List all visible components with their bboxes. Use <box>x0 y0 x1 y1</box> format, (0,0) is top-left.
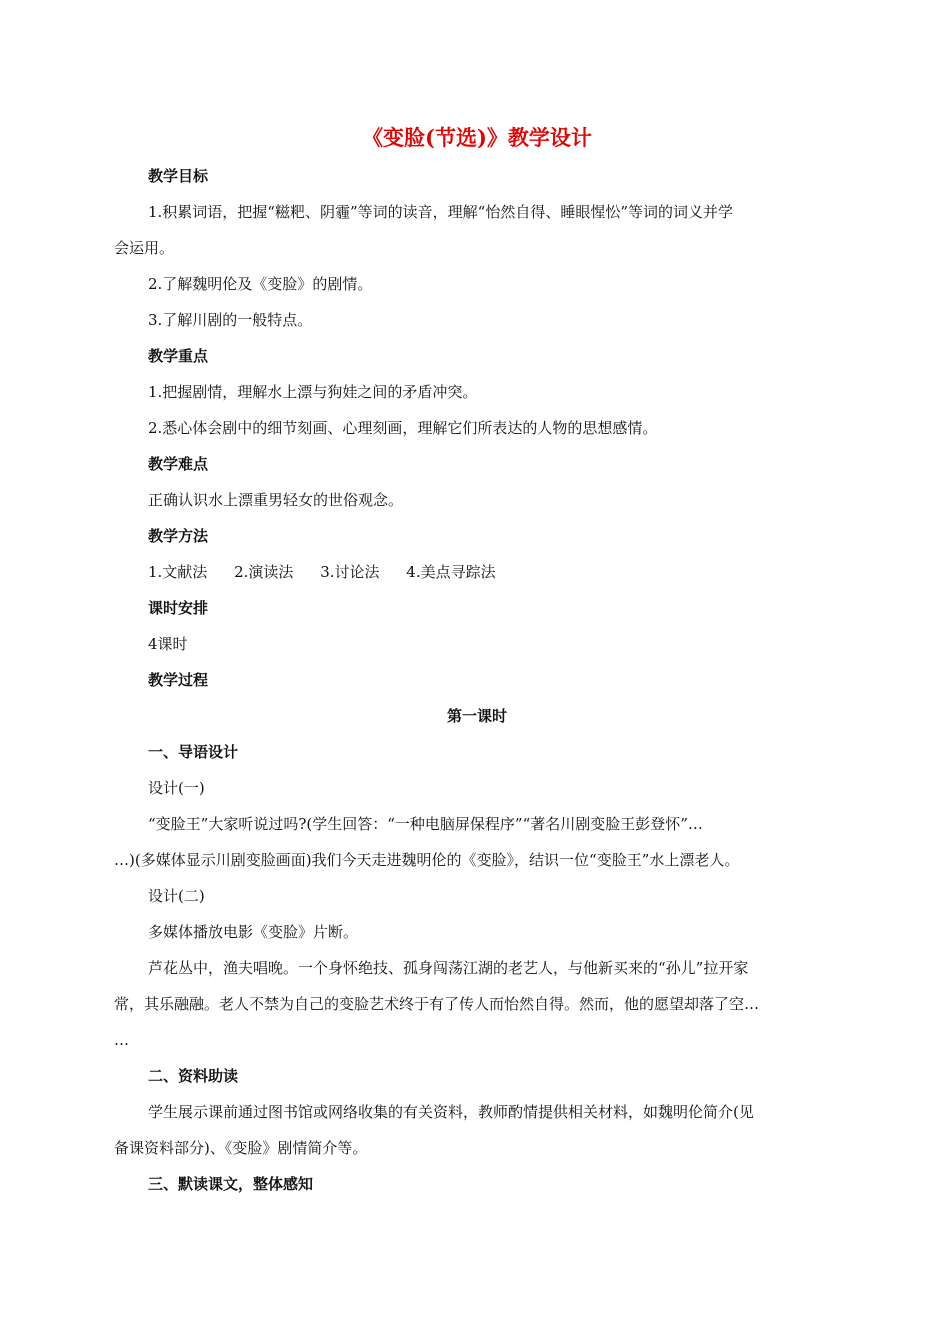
method-item: 1.文献法 <box>148 563 208 581</box>
section2-text-cont: 备课资料部分)、《变脸》剧情简介等。 <box>114 1139 368 1157</box>
difficulty-text: 正确认识水上漂重男轻女的世俗观念。 <box>148 491 404 509</box>
intro-paragraph-cont: 常，其乐融融。老人不禁为自己的变脸艺术终于有了传人而怡然自得。然而，他的愿望却落了空… <box>114 995 760 1013</box>
goal-item-3: 3.了解川剧的一般特点。 <box>148 311 313 329</box>
focus-item-1: 1.把握剧情，理解水上漂与狗娃之间的矛盾冲突。 <box>148 383 478 401</box>
goal-item-2: 2.了解魏明伦及《变脸》的剧情。 <box>148 275 373 293</box>
method-item: 4.美点寻踪法 <box>406 563 496 581</box>
intro-paragraph: 芦花丛中，渔夫唱晚。一个身怀绝技、孤身闯荡江湖的老艺人，与他新买来的“孙儿”拉开家 <box>148 959 749 977</box>
design2-text: 多媒体播放电影《变脸》片断。 <box>148 923 359 941</box>
section1-heading: 一、导语设计 <box>148 743 239 761</box>
intro-paragraph-end: … <box>114 1031 129 1049</box>
document-title: 《变脸(节选)》教学设计 <box>362 125 592 150</box>
methods-heading: 教学方法 <box>148 527 209 545</box>
design1-label: 设计(一) <box>148 779 205 797</box>
method-item: 3.讨论法 <box>320 563 380 581</box>
schedule-text: 4课时 <box>148 635 188 653</box>
section2-text: 学生展示课前通过图书馆或网络收集的有关资料，教师酌情提供相关材料，如魏明伦简介(见 <box>148 1103 754 1121</box>
schedule-heading: 课时安排 <box>148 599 209 617</box>
methods-list <box>114 554 840 590</box>
document-body <box>114 118 840 1202</box>
goal-item-1-cont: 会运用。 <box>114 239 175 257</box>
section2-heading: 二、资料助读 <box>148 1067 239 1085</box>
design1-text-cont: …)(多媒体显示川剧变脸画面)我们今天走进魏明伦的《变脸》，结识一位“变脸王”水上漂老人。 <box>114 851 740 869</box>
section3-heading: 三、默读课文，整体感知 <box>148 1175 314 1193</box>
focus-heading: 教学重点 <box>148 347 209 365</box>
design2-label: 设计(二) <box>148 887 205 905</box>
lesson-title: 第一课时 <box>446 707 507 725</box>
method-item: 2.演读法 <box>234 563 294 581</box>
process-heading: 教学过程 <box>148 671 209 689</box>
focus-item-2: 2.悉心体会剧中的细节刻画、心理刻画，理解它们所表达的人物的思想感情。 <box>148 419 658 437</box>
design1-text: “变脸王”大家听说过吗?(学生回答：“一种电脑屏保程序”“著名川剧变脸王彭登怀”… <box>148 815 703 833</box>
goals-heading: 教学目标 <box>148 167 209 185</box>
difficulty-heading: 教学难点 <box>148 455 209 473</box>
goal-item-1: 1.积累词语，把握“糍粑、阴霾”等词的读音，理解“怡然自得、睡眼惺忪”等词的词义并学 <box>148 203 733 221</box>
